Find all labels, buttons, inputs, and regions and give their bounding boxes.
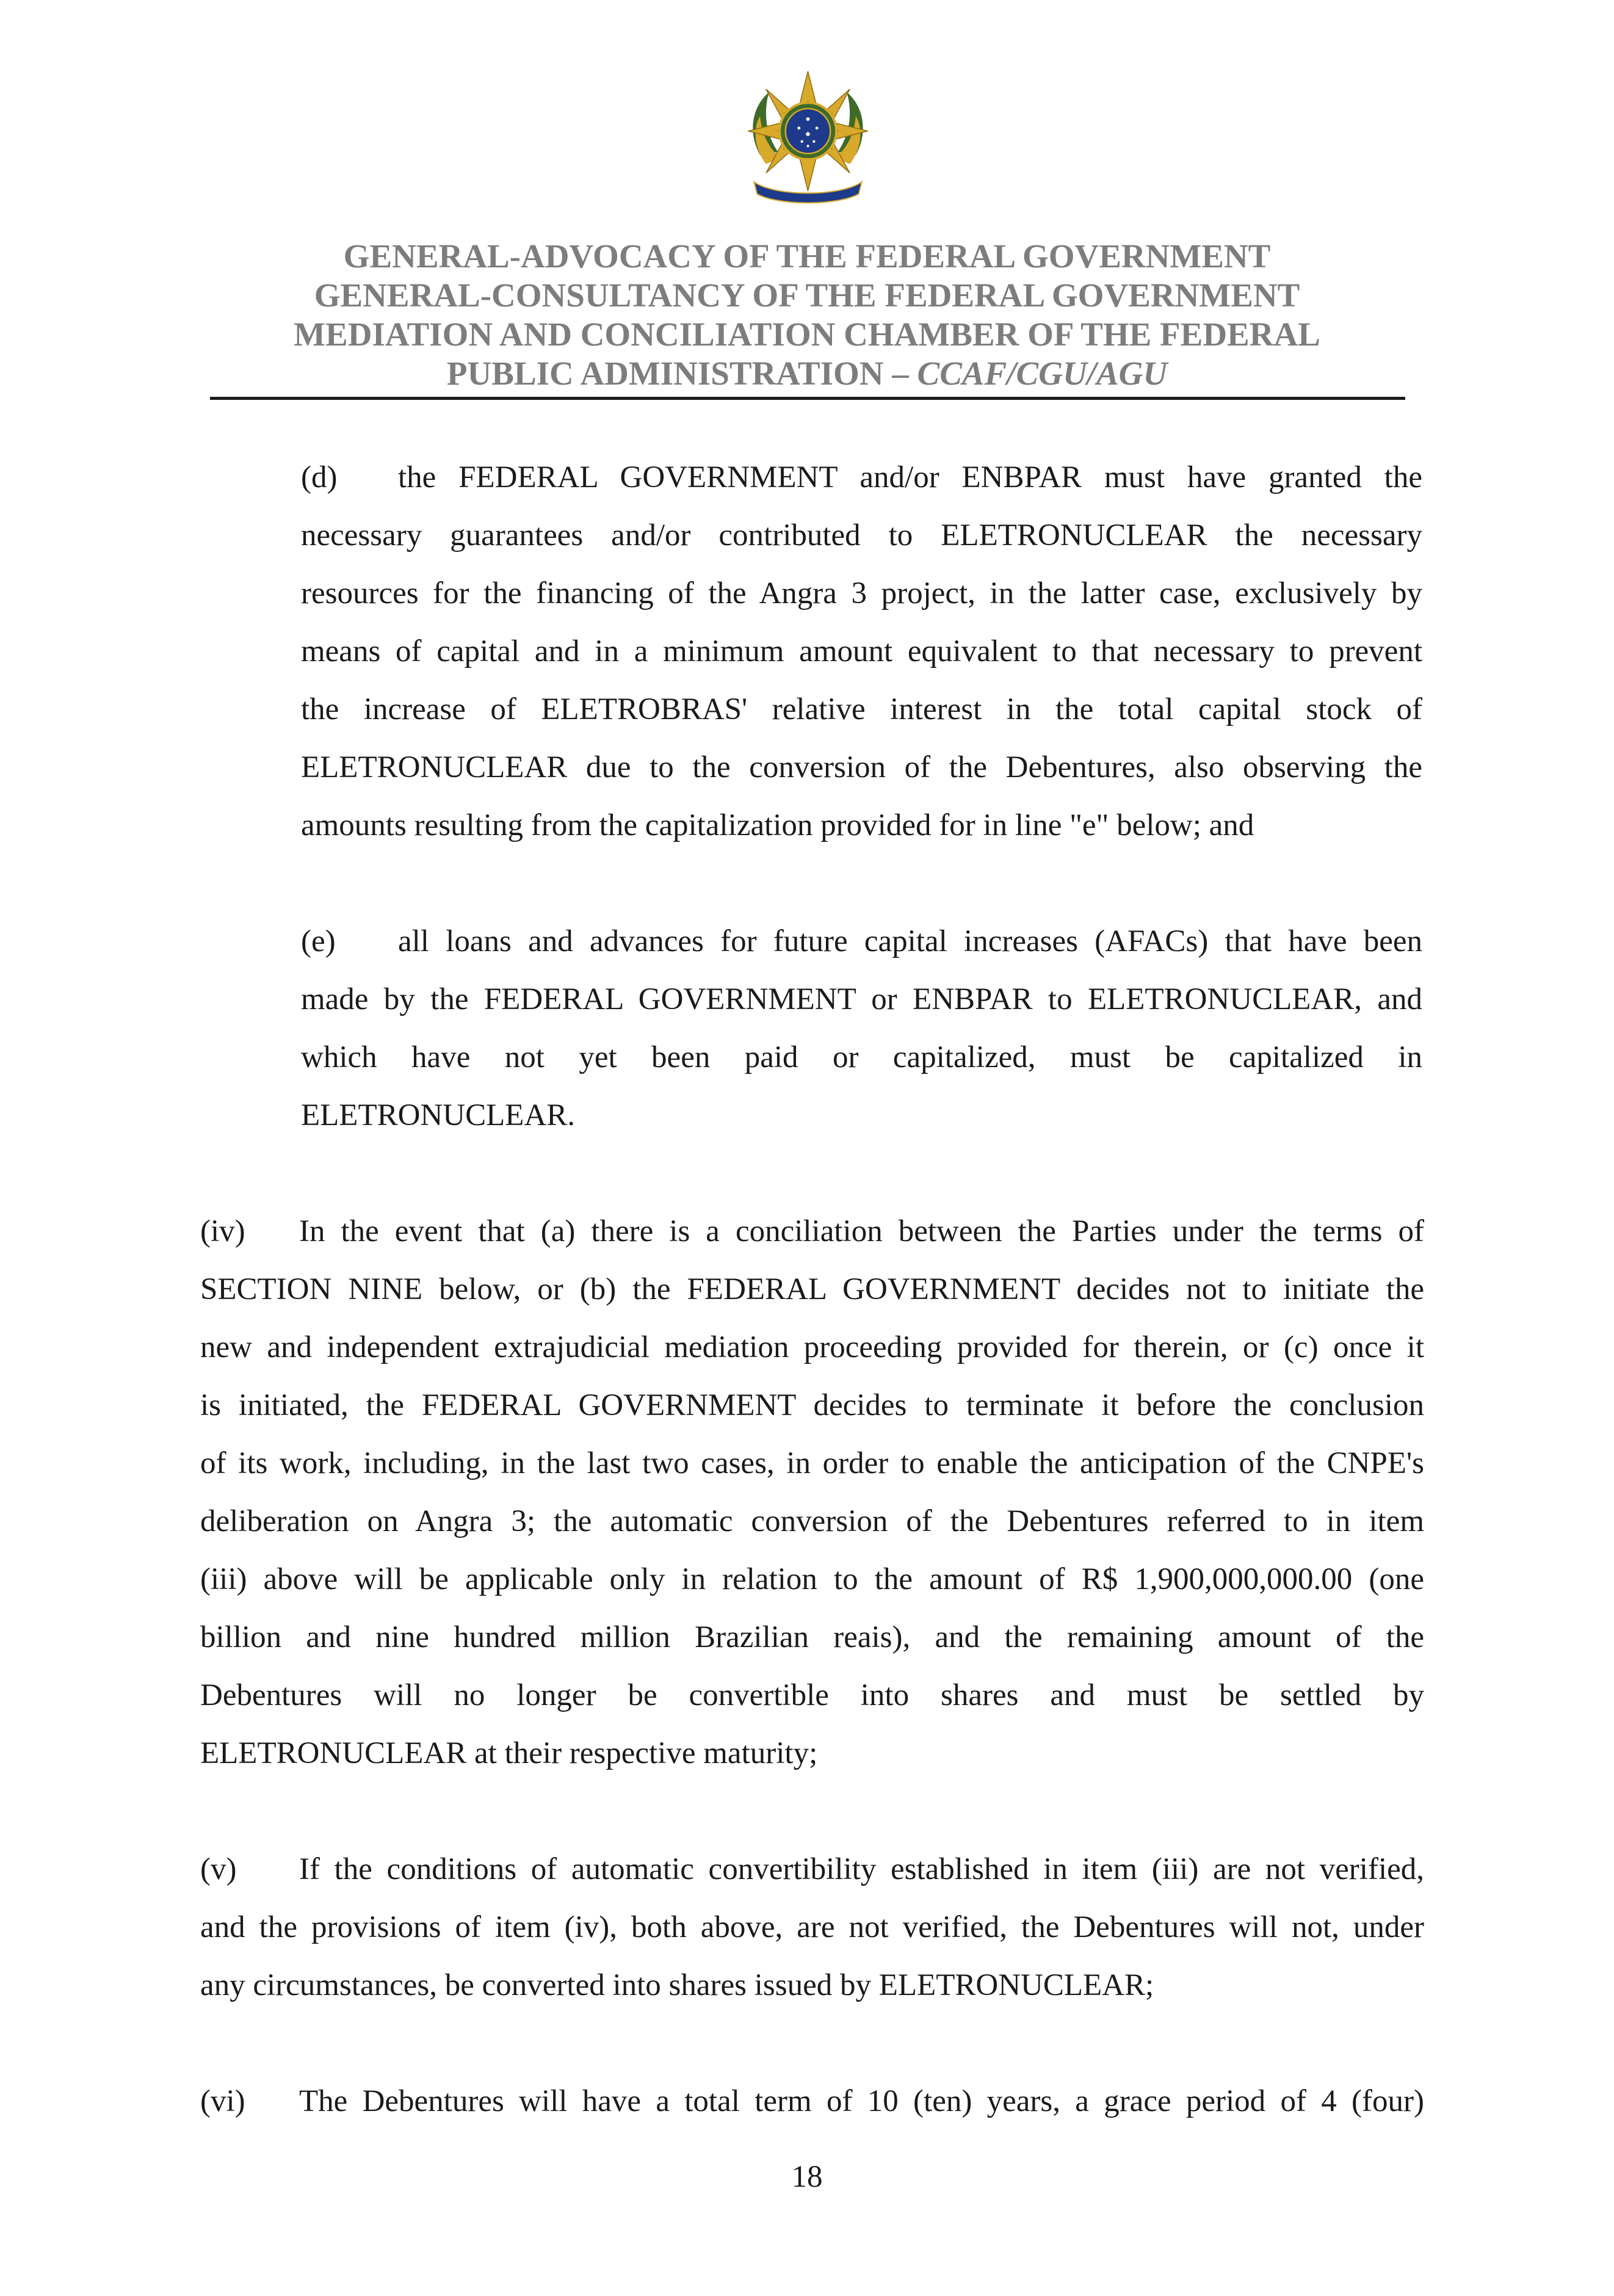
clause-e-line: all loans and advances for future capital increases (AFACs) that have been xyxy=(398,924,1422,958)
clause-iv-line: (iii) above will be applicable only in relation to the amount of R$ 1,900,000,000.00 (one xyxy=(200,1562,1424,1596)
page-number: 18 xyxy=(791,2160,823,2194)
clause-iv-label: (iv) xyxy=(200,1214,245,1248)
clause-e-line: ELETRONUCLEAR. xyxy=(301,1098,576,1132)
clause-v-line: any circumstances, be converted into shares issued by ELETRONUCLEAR; xyxy=(200,1968,1154,2002)
clause-vi-line: The Debentures will have a total term of 10 (ten) years, a grace period of 4 (four) xyxy=(299,2084,1424,2118)
clause-d-line: resources for the financing of the Angra 3 project, in the latter case, exclusively by xyxy=(301,576,1422,610)
clause-e-label: (e) xyxy=(301,924,336,958)
clause-e-line: which have not yet been paid or capitalized, must be capitalized in xyxy=(301,1040,1422,1074)
clause-d-line: necessary guarantees and/or contributed to ELETRONUCLEAR the necessary xyxy=(301,518,1422,552)
clause-d-line: the FEDERAL GOVERNMENT and/or ENBPAR must have granted the xyxy=(398,460,1422,494)
header-line-agency: GENERAL-ADVOCACY OF THE FEDERAL GOVERNMENT xyxy=(343,237,1271,275)
header-line-consultancy: GENERAL-CONSULTANCY OF THE FEDERAL GOVERNMENT xyxy=(314,277,1300,314)
clause-d-line: ELETRONUCLEAR due to the conversion of the Debentures, also observing the xyxy=(301,750,1422,784)
clause-iv-line: new and independent extrajudicial mediation proceeding provided for therein, or (c) once it xyxy=(200,1330,1424,1364)
document-header xyxy=(0,237,1614,393)
clause-d-label: (d) xyxy=(301,460,338,494)
clause-v-line: and the provisions of item (iv), both above, are not verified, the Debentures will not, under xyxy=(200,1910,1424,1944)
clause-e-line: made by the FEDERAL GOVERNMENT or ENBPAR to ELETRONUCLEAR, and xyxy=(301,982,1422,1016)
header-line-acronym: CCAF/CGU/AGU xyxy=(917,355,1168,392)
clause-d-line: amounts resulting from the capitalization provided for in line "e" below; and xyxy=(301,808,1254,842)
clause-iv-line: SECTION NINE below, or (b) the FEDERAL GOVERNMENT decides not to initiate the xyxy=(200,1272,1424,1306)
clause-iv-line: In the event that (a) there is a conciliation between the Parties under the terms of xyxy=(299,1214,1424,1248)
header-line-chamber: MEDIATION AND CONCILIATION CHAMBER OF THE FEDERAL xyxy=(294,316,1320,353)
clause-iv-line: ELETRONUCLEAR at their respective maturity; xyxy=(200,1736,818,1770)
clause-iv-line: is initiated, the FEDERAL GOVERNMENT decides to terminate it before the conclusion xyxy=(200,1388,1424,1422)
clause-iv-line: Debentures will no longer be convertible into shares and must be settled by xyxy=(200,1678,1424,1712)
clause-d-line: means of capital and in a minimum amount equivalent to that necessary to prevent xyxy=(301,634,1422,668)
clause-iv-line: deliberation on Angra 3; the automatic conversion of the Debentures referred to in item xyxy=(200,1504,1424,1538)
clause-d-line: the increase of ELETROBRAS' relative interest in the total capital stock of xyxy=(301,692,1422,726)
clause-v-line: If the conditions of automatic convertibility established in item (iii) are not verified, xyxy=(299,1852,1424,1886)
header-divider xyxy=(210,397,1405,400)
clause-v-label: (v) xyxy=(200,1852,237,1886)
clause-iv-line: billion and nine hundred million Brazilian reais), and the remaining amount of the xyxy=(200,1620,1424,1654)
clause-vi-label: (vi) xyxy=(200,2084,245,2118)
clause-iv-line: of its work, including, in the last two cases, in order to enable the anticipation of the CNPE's xyxy=(200,1446,1424,1480)
header-line-administration-text: PUBLIC ADMINISTRATION – xyxy=(446,355,909,392)
coat-of-arms-emblem xyxy=(733,62,883,212)
header-line-administration xyxy=(0,354,1614,393)
